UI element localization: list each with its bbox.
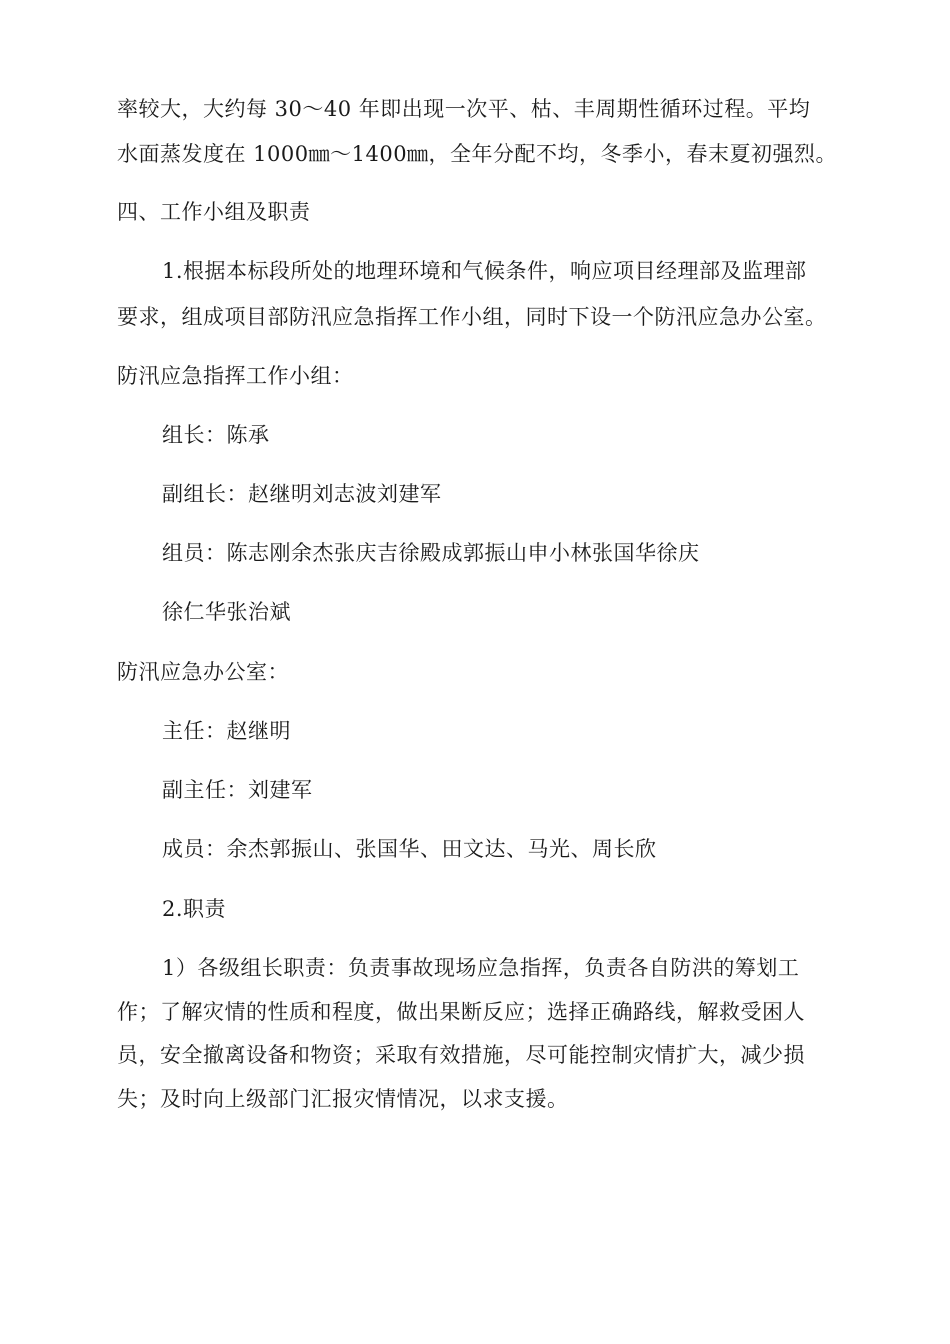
text-line: 成员：余杰郭振山、张国华、田文达、马光、周长欣: [162, 837, 657, 861]
text-line: 副组长：赵继明刘志波刘建军: [162, 482, 442, 506]
text-line: 主任：赵继明: [162, 719, 291, 743]
section-heading: 四、工作小组及职责: [117, 200, 311, 224]
text-line: 徐仁华张治斌: [162, 600, 291, 624]
text-line: 员，安全撤离设备和物资；采取有效措施，尽可能控制灾情扩大，减少损: [117, 1043, 805, 1067]
text-line: 副主任：刘建军: [162, 778, 313, 802]
text-line: 要求，组成项目部防汛应急指挥工作小组，同时下设一个防汛应急办公室。: [117, 305, 827, 329]
text-line: 组员：陈志刚余杰张庆吉徐殿成郭振山申小林张国华徐庆: [162, 541, 700, 565]
text-line: 作；了解灾情的性质和程度，做出果断反应；选择正确路线，解救受困人: [117, 1000, 805, 1024]
text-line: 组长：陈承: [162, 423, 270, 447]
text-line: 水面蒸发度在 1000㎜～1400㎜，全年分配不均，冬季小，春末夏初强烈。: [117, 142, 838, 166]
text-line: 2.职责: [162, 897, 227, 921]
text-line: 1）各级组长职责：负责事故现场应急指挥，负责各自防洪的筹划工: [162, 956, 800, 980]
text-line: 防汛应急指挥工作小组：: [117, 364, 354, 388]
text-line: 1.根据本标段所处的地理环境和气候条件，响应项目经理部及监理部: [162, 259, 807, 283]
text-line: 防汛应急办公室：: [117, 660, 289, 684]
text-line: 率较大，大约每 30～40 年即出现一次平、枯、丰周期性循环过程。平均: [117, 97, 811, 121]
text-line: 失；及时向上级部门汇报灾情情况，以求支援。: [117, 1087, 569, 1111]
